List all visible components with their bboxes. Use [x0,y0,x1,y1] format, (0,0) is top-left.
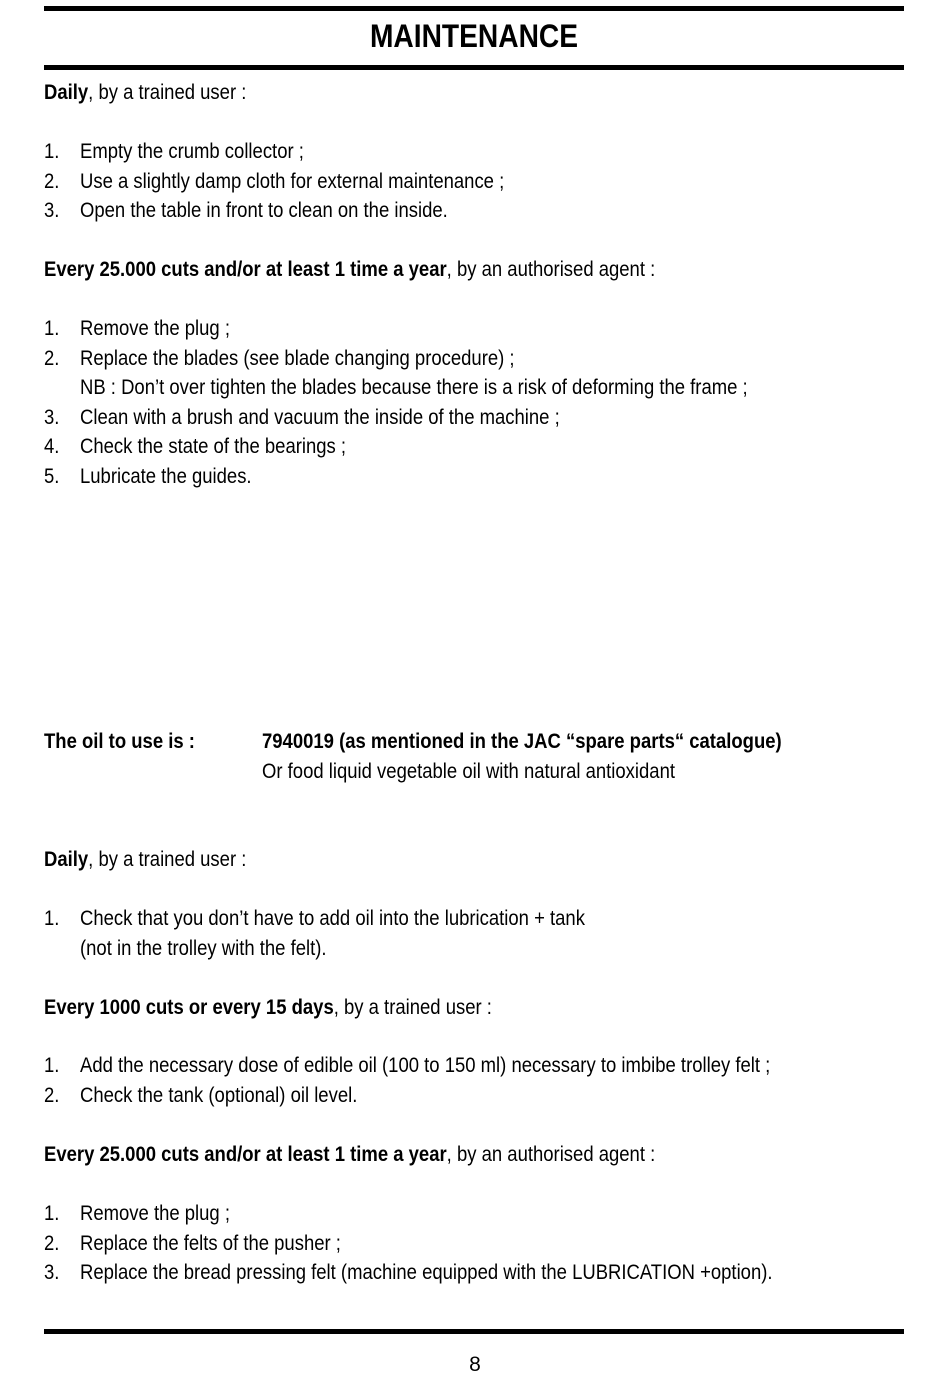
list-number: 1. [44,907,60,930]
list-item: Add the necessary dose of edible oil (100 to 150 ml) necessary to imbibe trolley felt ; [80,1054,771,1077]
list-number: 1. [44,317,60,340]
list-item: Check the state of the bearings ; [80,435,347,458]
list-number: 2. [44,1084,60,1107]
list-item: Empty the crumb collector ; [80,140,304,163]
list-number: 3. [44,1261,60,1284]
list-item: Lubricate the guides. [80,465,252,488]
page-title: MAINTENANCE [369,18,579,54]
list-number: 2. [44,347,60,370]
list-number: 1. [44,1202,60,1225]
oil-alternative: Or food liquid vegetable oil with natural antioxidant [262,760,675,783]
title-underline-rule [44,65,904,70]
list-item: Check that you don’t have to add oil into the lubrication + tank [80,907,585,930]
list-number: 4. [44,435,60,458]
list-item: Replace the felts of the pusher ; [80,1232,341,1255]
list-number: 1. [44,140,60,163]
list-number: 5. [44,465,60,488]
list-item-note: NB : Don’t over tighten the blades because there is a risk of deforming the frame ; [80,376,748,399]
section-heading-1000-cuts: Every 1000 cuts or every 15 days, by a trained user : [44,996,492,1019]
list-number: 2. [44,1232,60,1255]
top-rule [44,6,904,11]
bottom-rule [44,1329,904,1334]
list-item: Clean with a brush and vacuum the inside of the machine ; [80,406,560,429]
list-item: Remove the plug ; [80,317,230,340]
section-heading-yearly: Every 25.000 cuts and/or at least 1 time a year, by an authorised agent : [44,258,656,281]
list-item: Replace the bread pressing felt (machine equipped with the LUBRICATION +option). [80,1261,773,1284]
page-number: 8 [469,1353,481,1376]
list-number: 3. [44,406,60,429]
oil-label: The oil to use is : [44,730,195,753]
list-number: 3. [44,199,60,222]
list-number: 1. [44,1054,60,1077]
list-number: 2. [44,170,60,193]
section-heading-daily: Daily, by a trained user : [44,81,247,104]
list-item: Open the table in front to clean on the inside. [80,199,448,222]
section-heading-daily-lubrication: Daily, by a trained user : [44,848,247,871]
oil-code: 7940019 (as mentioned in the JAC “spare parts“ catalogue) [262,730,782,753]
list-item: Replace the blades (see blade changing procedure) ; [80,347,515,370]
list-item: Remove the plug ; [80,1202,230,1225]
section-heading-yearly-lubrication: Every 25.000 cuts and/or at least 1 time a year, by an authorised agent : [44,1143,656,1166]
list-item: Check the tank (optional) oil level. [80,1084,358,1107]
list-item: Use a slightly damp cloth for external maintenance ; [80,170,505,193]
list-item-continuation: (not in the trolley with the felt). [80,937,327,960]
